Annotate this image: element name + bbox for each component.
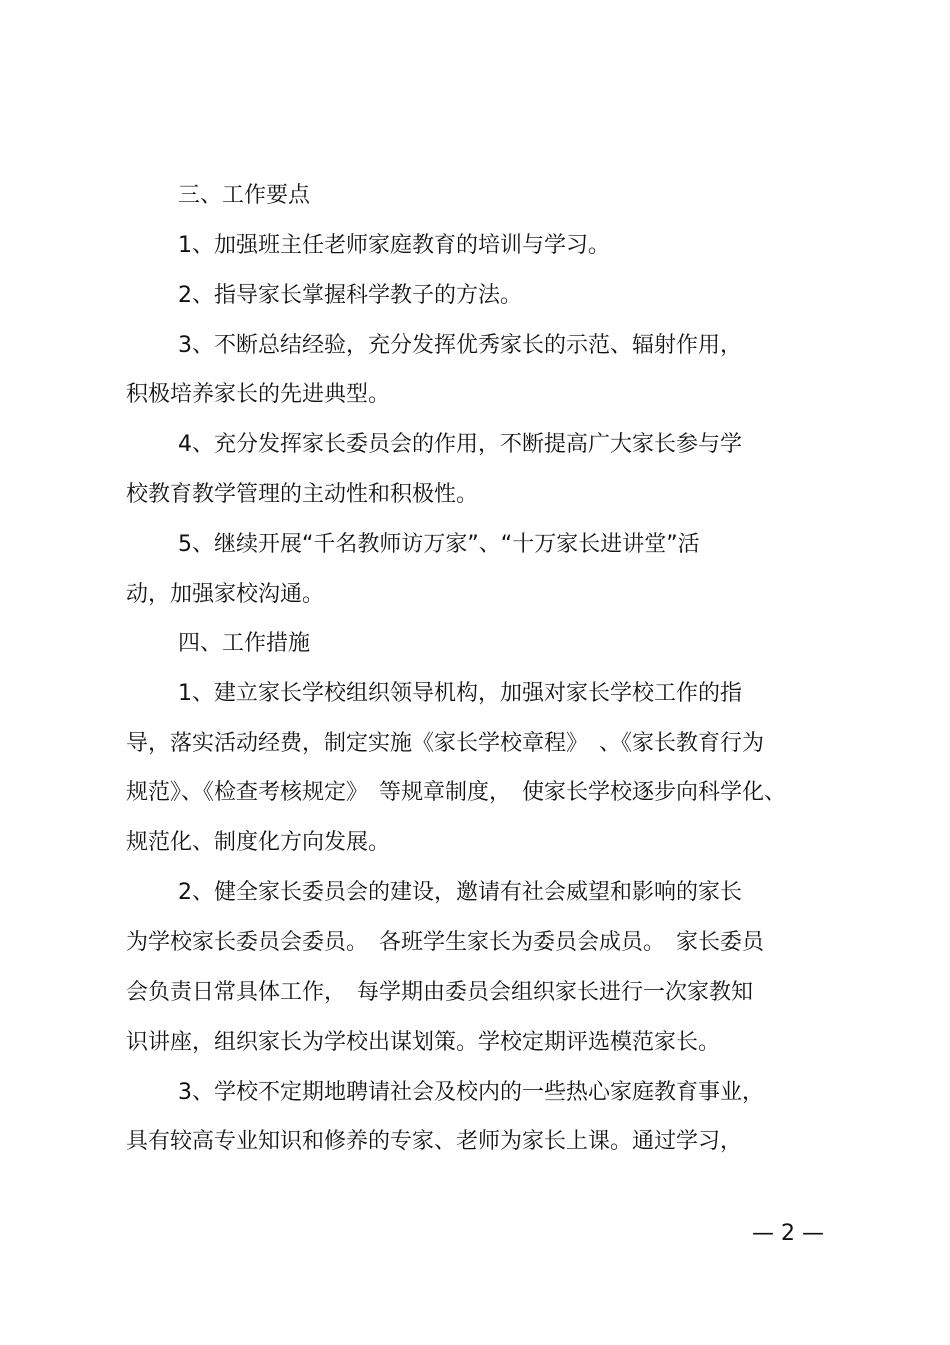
paragraph-line: 3、学校不定期地聘请社会及校内的一些热心家庭教育事业， bbox=[178, 1080, 764, 1105]
page-number: — 2 — bbox=[752, 1221, 824, 1246]
section-heading-three: 三、工作要点 bbox=[178, 183, 311, 208]
paragraph-line: 规范》、《检查考核规定》 等规章制度， 使家长学校逐步向科学化、 bbox=[126, 780, 787, 805]
paragraph-line: 为学校家长委员会委员。 各班学生家长为委员会成员。 家长委员 bbox=[126, 930, 765, 955]
section-heading-four: 四、工作措施 bbox=[178, 631, 311, 656]
paragraph-line: 3、不断总结经验，充分发挥优秀家长的示范、辐射作用， bbox=[178, 333, 742, 358]
paragraph-line: 1、建立家长学校组织领导机构，加强对家长学校工作的指 bbox=[178, 681, 742, 706]
paragraph-line: 规范化、制度化方向发展。 bbox=[126, 830, 391, 855]
paragraph-line: 动，加强家校沟通。 bbox=[126, 582, 325, 607]
paragraph-line: 导，落实活动经费，制定实施《家长学校章程》 、《家长教育行为 bbox=[126, 731, 765, 756]
paragraph-line: 2、健全家长委员会的建设，邀请有社会威望和影响的家长 bbox=[178, 880, 742, 905]
paragraph-line: 识讲座，组织家长为学校出谋划策。学校定期评选模范家长。 bbox=[126, 1030, 721, 1055]
paragraph-line: 校教育教学管理的主动性和积极性。 bbox=[126, 482, 479, 507]
paragraph-line: 5、继续开展“千名教师访万家”、“十万家长进讲堂”活 bbox=[178, 532, 700, 557]
paragraph-line: 2、指导家长掌握科学教子的方法。 bbox=[178, 283, 522, 308]
paragraph-line: 具有较高专业知识和修养的专家、老师为家长上课。通过学习， bbox=[126, 1129, 743, 1154]
paragraph-line: 1、加强班主任老师家庭教育的培训与学习。 bbox=[178, 233, 610, 258]
paragraph-line: 4、充分发挥家长委员会的作用，不断提高广大家长参与学 bbox=[178, 432, 742, 457]
paragraph-line: 会负责日常具体工作， 每学期由委员会组织家长进行一次家教知 bbox=[126, 980, 754, 1005]
paragraph-line: 积极培养家长的先进典型。 bbox=[126, 382, 391, 407]
